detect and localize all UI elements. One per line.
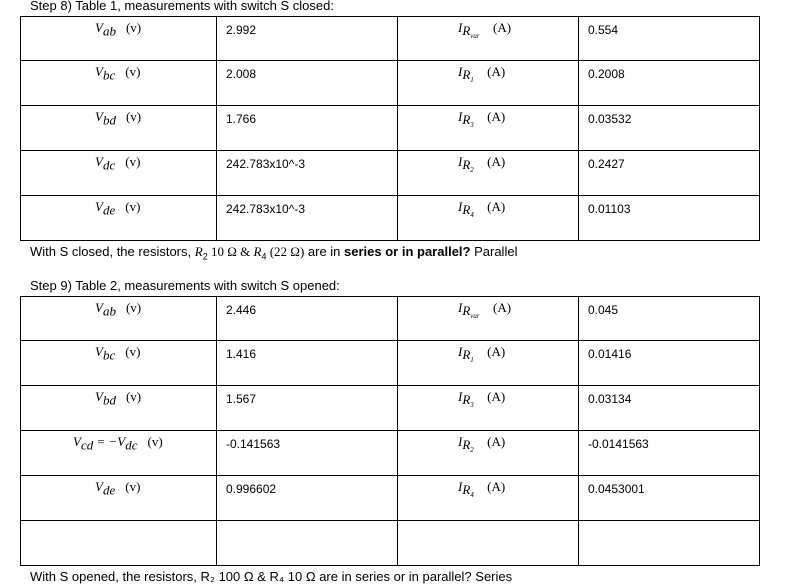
current-label-cell: $I_{R_4}$ (A) <box>398 196 579 241</box>
current-label-cell <box>398 521 579 566</box>
voltage-value-cell: 242.783x10^-3 <box>217 196 398 241</box>
voltage-label-cell: $V_{ab}$ (v) <box>21 17 217 61</box>
table-row <box>21 431 760 476</box>
voltage-label-cell: $V_{bc}$ (v) <box>21 61 217 106</box>
voltage-label-cell: $V_{ab}$ (v) <box>21 297 217 341</box>
current-label-cell: $I_{R_3}$ (A) <box>398 386 579 431</box>
series-parallel-question: With S closed, the resistors, $R_2$ 10 Ω & $R_4$ (22 Ω) are in series or in parallel? Parallel <box>30 244 518 262</box>
voltage-value-cell: 242.783x10^-3 <box>217 151 398 196</box>
voltage-label-cell: $V_{de}$ (v) <box>21 476 217 521</box>
voltage-value-cell: 2.008 <box>217 61 398 106</box>
table-1-closed <box>20 16 760 241</box>
current-label-cell: $I_{R_3}$ (A) <box>398 106 579 151</box>
table-row <box>21 106 760 151</box>
current-label-cell: $I_{R_1}$ (A) <box>398 61 579 106</box>
voltage-label-cell: $V_{de}$ (v) <box>21 196 217 241</box>
step9-heading: Step 9) Table 2, measurements with switch S opened: <box>30 278 340 293</box>
voltage-label-cell: $V_{bd}$ (v) <box>21 106 217 151</box>
current-value-cell: -0.0141563 <box>579 431 760 476</box>
current-label-cell: $I_{R_{var}}$ (A) <box>398 297 579 341</box>
current-value-cell: 0.045 <box>579 297 760 341</box>
current-label-cell: $I_{R_4}$ (A) <box>398 476 579 521</box>
current-label-cell: $I_{R_{var}}$ (A) <box>398 17 579 61</box>
current-value-cell: 0.2427 <box>579 151 760 196</box>
cutoff-sentence: With S opened, the resistors, R₂ 100 Ω & R₄ 10 Ω are in series or in parallel? Series <box>30 569 513 584</box>
table-row <box>21 17 760 61</box>
current-label-cell: $I_{R_2}$ (A) <box>398 151 579 196</box>
table-2-opened <box>20 296 760 566</box>
table-row <box>21 386 760 431</box>
current-value-cell: 0.03532 <box>579 106 760 151</box>
table-row <box>21 196 760 241</box>
table-row <box>21 297 760 341</box>
answer-text: Parallel <box>470 244 518 259</box>
voltage-value-cell: 1.766 <box>217 106 398 151</box>
voltage-label-cell: $V_{dc}$ (v) <box>21 151 217 196</box>
current-value-cell: 0.01103 <box>579 196 760 241</box>
table-row <box>21 521 760 566</box>
voltage-value-cell: 2.446 <box>217 297 398 341</box>
current-label-cell: $I_{R_1}$ (A) <box>398 341 579 386</box>
voltage-value-cell: 2.992 <box>217 17 398 61</box>
table-row <box>21 476 760 521</box>
voltage-label-cell: $V_{bc}$ (v) <box>21 341 217 386</box>
voltage-label-cell: $V_{cd} = -V_{dc}$ (v) <box>21 431 217 476</box>
current-value-cell: 0.0453001 <box>579 476 760 521</box>
current-value-cell <box>579 521 760 566</box>
current-value-cell: 0.01416 <box>579 341 760 386</box>
voltage-value-cell: 1.567 <box>217 386 398 431</box>
table-row <box>21 341 760 386</box>
voltage-label-cell: $V_{bd}$ (v) <box>21 386 217 431</box>
current-value-cell: 0.03134 <box>579 386 760 431</box>
table-row <box>21 151 760 196</box>
voltage-value-cell: -0.141563 <box>217 431 398 476</box>
step8-heading: Step 8) Table 1, measurements with switch S closed: <box>30 0 334 13</box>
voltage-value-cell: 0.996602 <box>217 476 398 521</box>
voltage-label-cell <box>21 521 217 566</box>
current-value-cell: 0.2008 <box>579 61 760 106</box>
voltage-value-cell: 1.416 <box>217 341 398 386</box>
current-label-cell: $I_{R_2}$ (A) <box>398 431 579 476</box>
current-value-cell: 0.554 <box>579 17 760 61</box>
voltage-value-cell <box>217 521 398 566</box>
table-row <box>21 61 760 106</box>
